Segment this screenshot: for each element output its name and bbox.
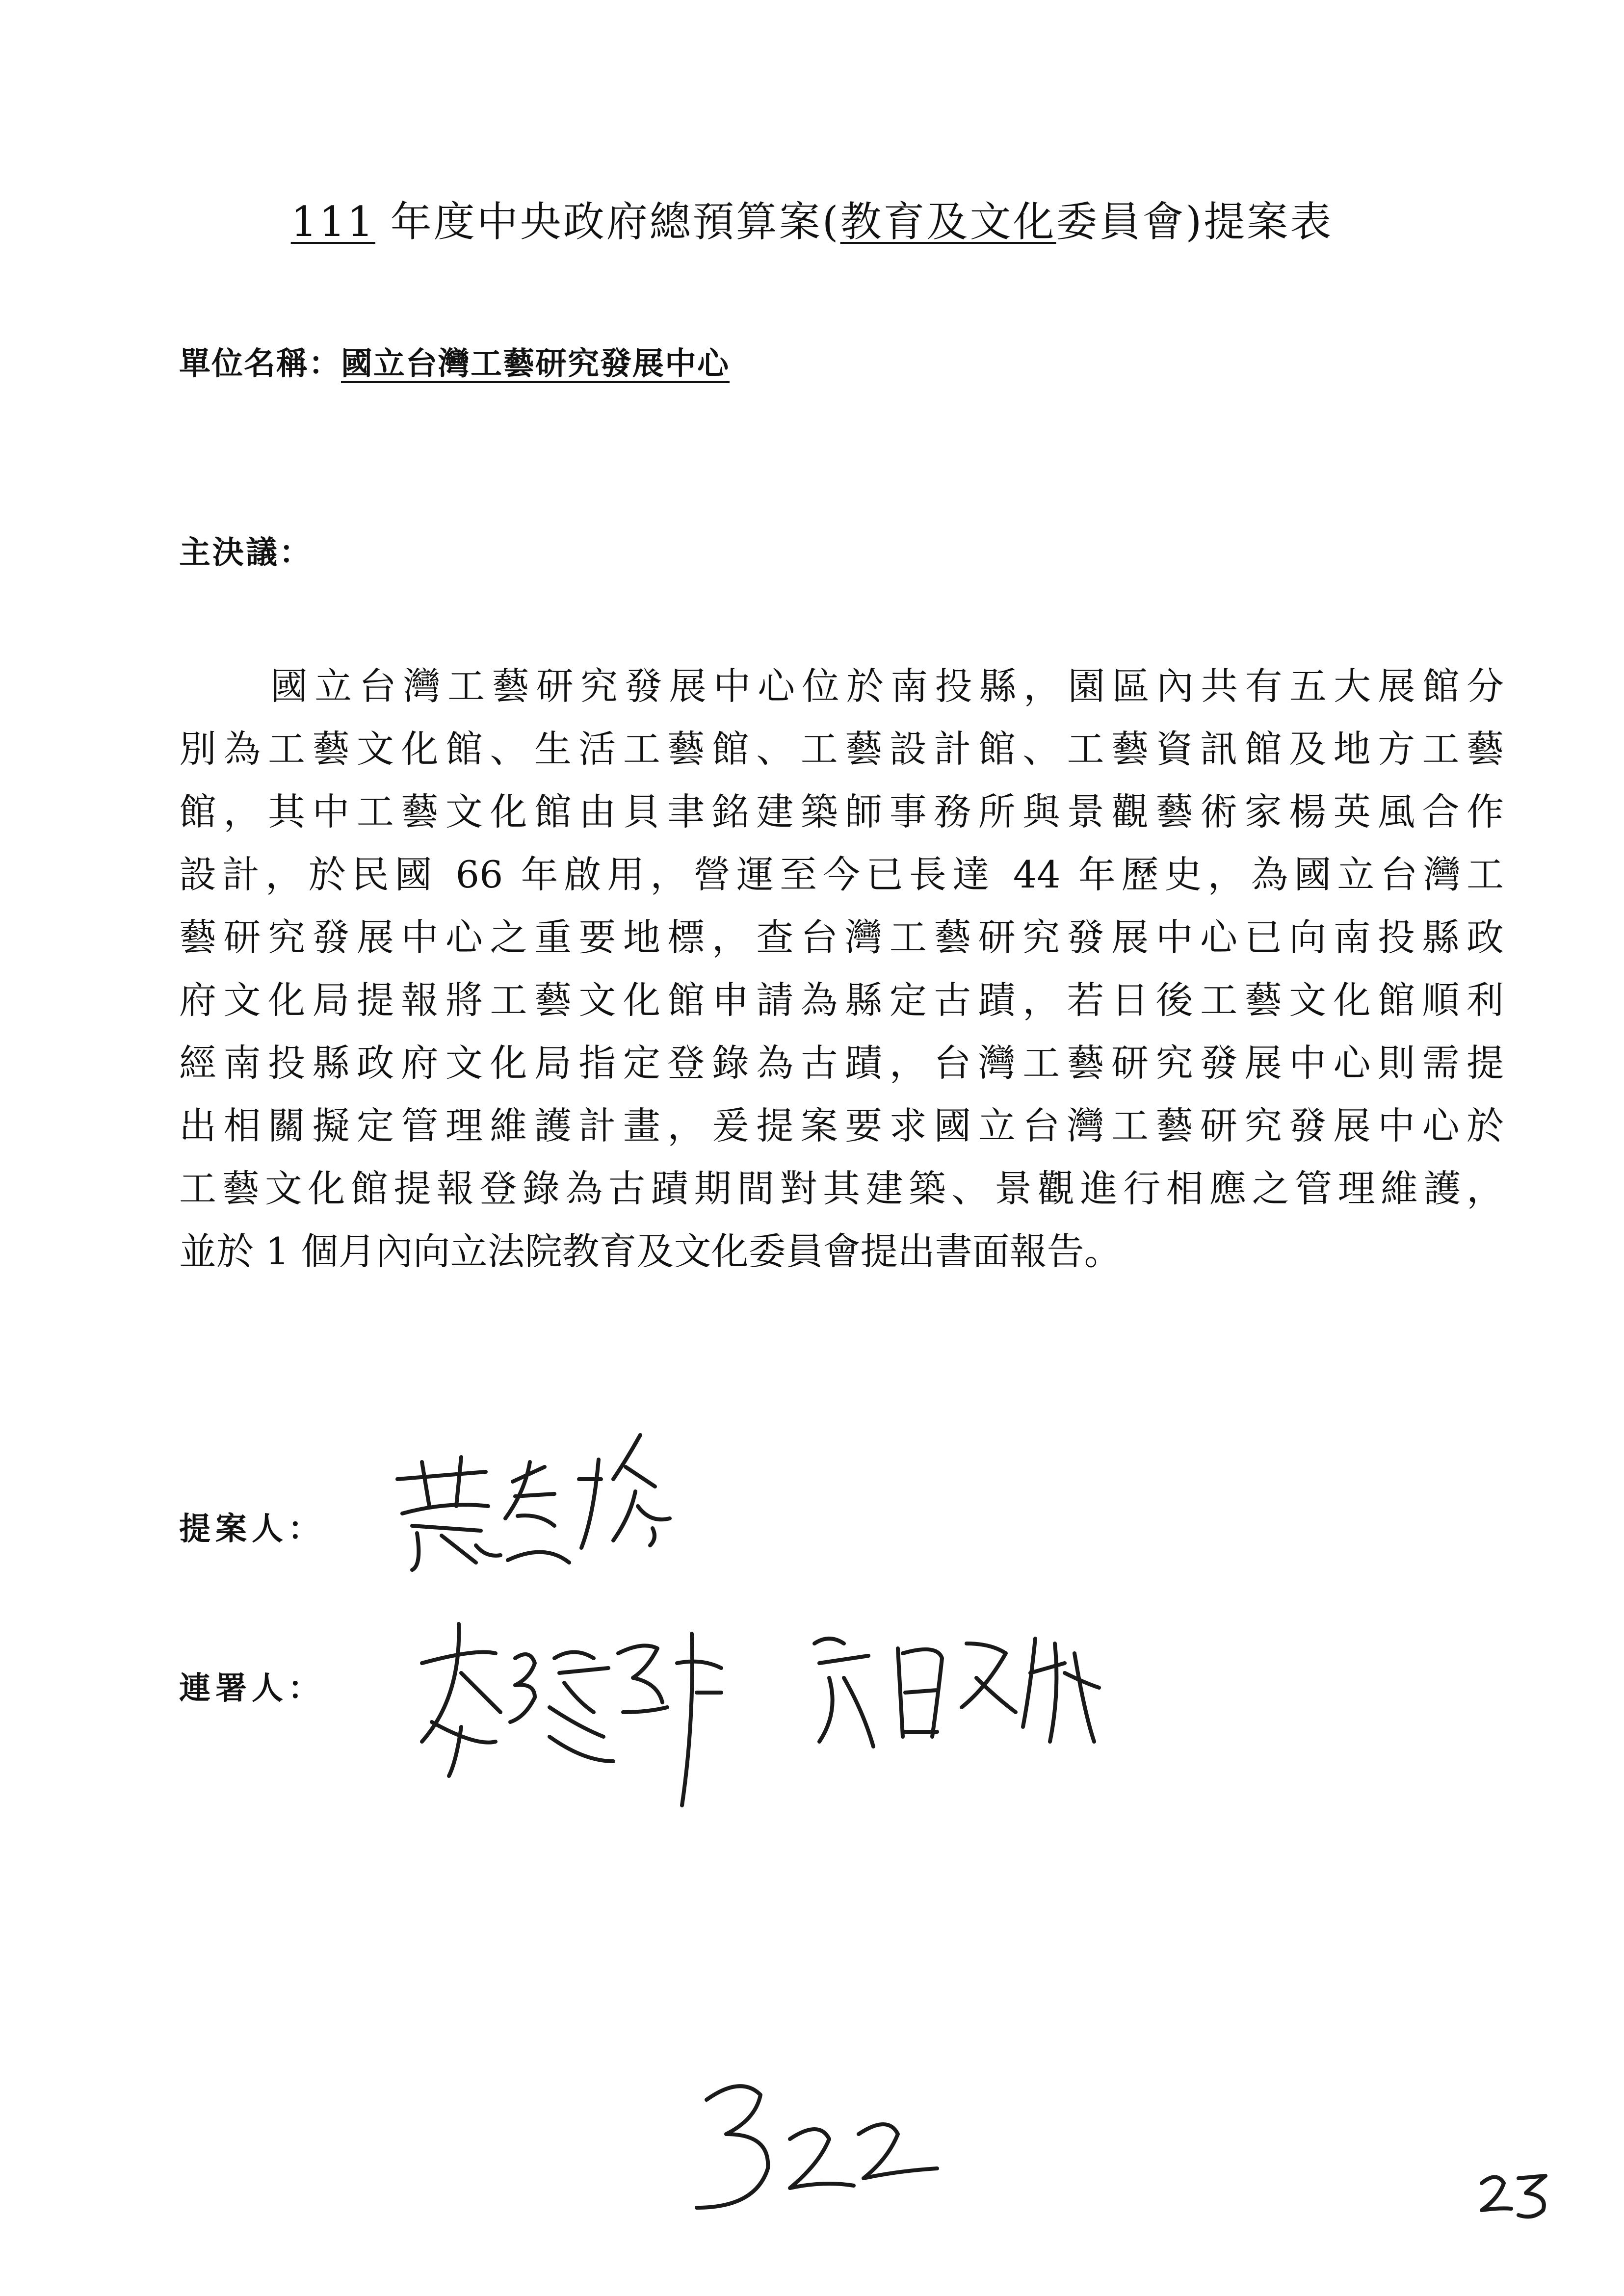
proposer-signature xyxy=(383,1433,687,1580)
body-line: 經南投縣政府文化局指定登錄為古蹟，台灣工藝研究發展中心則需提 xyxy=(179,1041,1504,1085)
cosigner-signature-2 xyxy=(800,1614,1119,1771)
body-line: 並於 1 個月內向立法院教育及文化委員會提出書面報告。 xyxy=(179,1229,1122,1273)
unit-row xyxy=(179,339,730,384)
cosigner-signature-1 xyxy=(402,1599,756,1815)
title-part2: 委員會)提案表 xyxy=(1056,198,1334,246)
title-year: 111 xyxy=(290,198,376,246)
cosigner-label: 連署人： xyxy=(179,1670,324,1707)
body-line: 藝研究發展中心之重要地標，查台灣工藝研究發展中心已向南投縣政 xyxy=(179,915,1504,959)
page-number xyxy=(1477,2168,1555,2222)
resolution-label: 主決議： xyxy=(179,534,313,571)
title-committee: 教育及文化 xyxy=(840,198,1056,246)
body-line: 工藝文化館提報登錄為古蹟期間對其建築、景觀進行相應之管理維護， xyxy=(179,1167,1504,1210)
handwritten-number xyxy=(682,2061,957,2227)
body-line: 別為工藝文化館、生活工藝館、工藝設計館、工藝資訊館及地方工藝 xyxy=(179,727,1504,771)
body-line: 國立台灣工藝研究發展中心位於南投縣，園區內共有五大展館分 xyxy=(270,664,1504,708)
unit-value: 國立台灣工藝研究發展中心 xyxy=(341,345,730,382)
title-part1: 年度中央政府總預算案( xyxy=(390,198,840,246)
page-title xyxy=(0,189,1624,248)
body-line: 出相關擬定管理維護計畫，爰提案要求國立台灣工藝研究發展中心於 xyxy=(179,1104,1504,1148)
body-line: 府文化局提報將工藝文化館申請為縣定古蹟，若日後工藝文化館順利 xyxy=(179,978,1504,1022)
proposer-label: 提案人： xyxy=(179,1511,324,1547)
body-line: 設計，於民國 66 年啟用，營運至今已長達 44 年歷史，為國立台灣工 xyxy=(179,853,1504,896)
unit-label: 單位名稱： xyxy=(179,345,341,382)
body-line: 館，其中工藝文化館由貝聿銘建築師事務所與景觀藝術家楊英風合作 xyxy=(179,790,1504,834)
resolution-body xyxy=(179,655,1504,1283)
